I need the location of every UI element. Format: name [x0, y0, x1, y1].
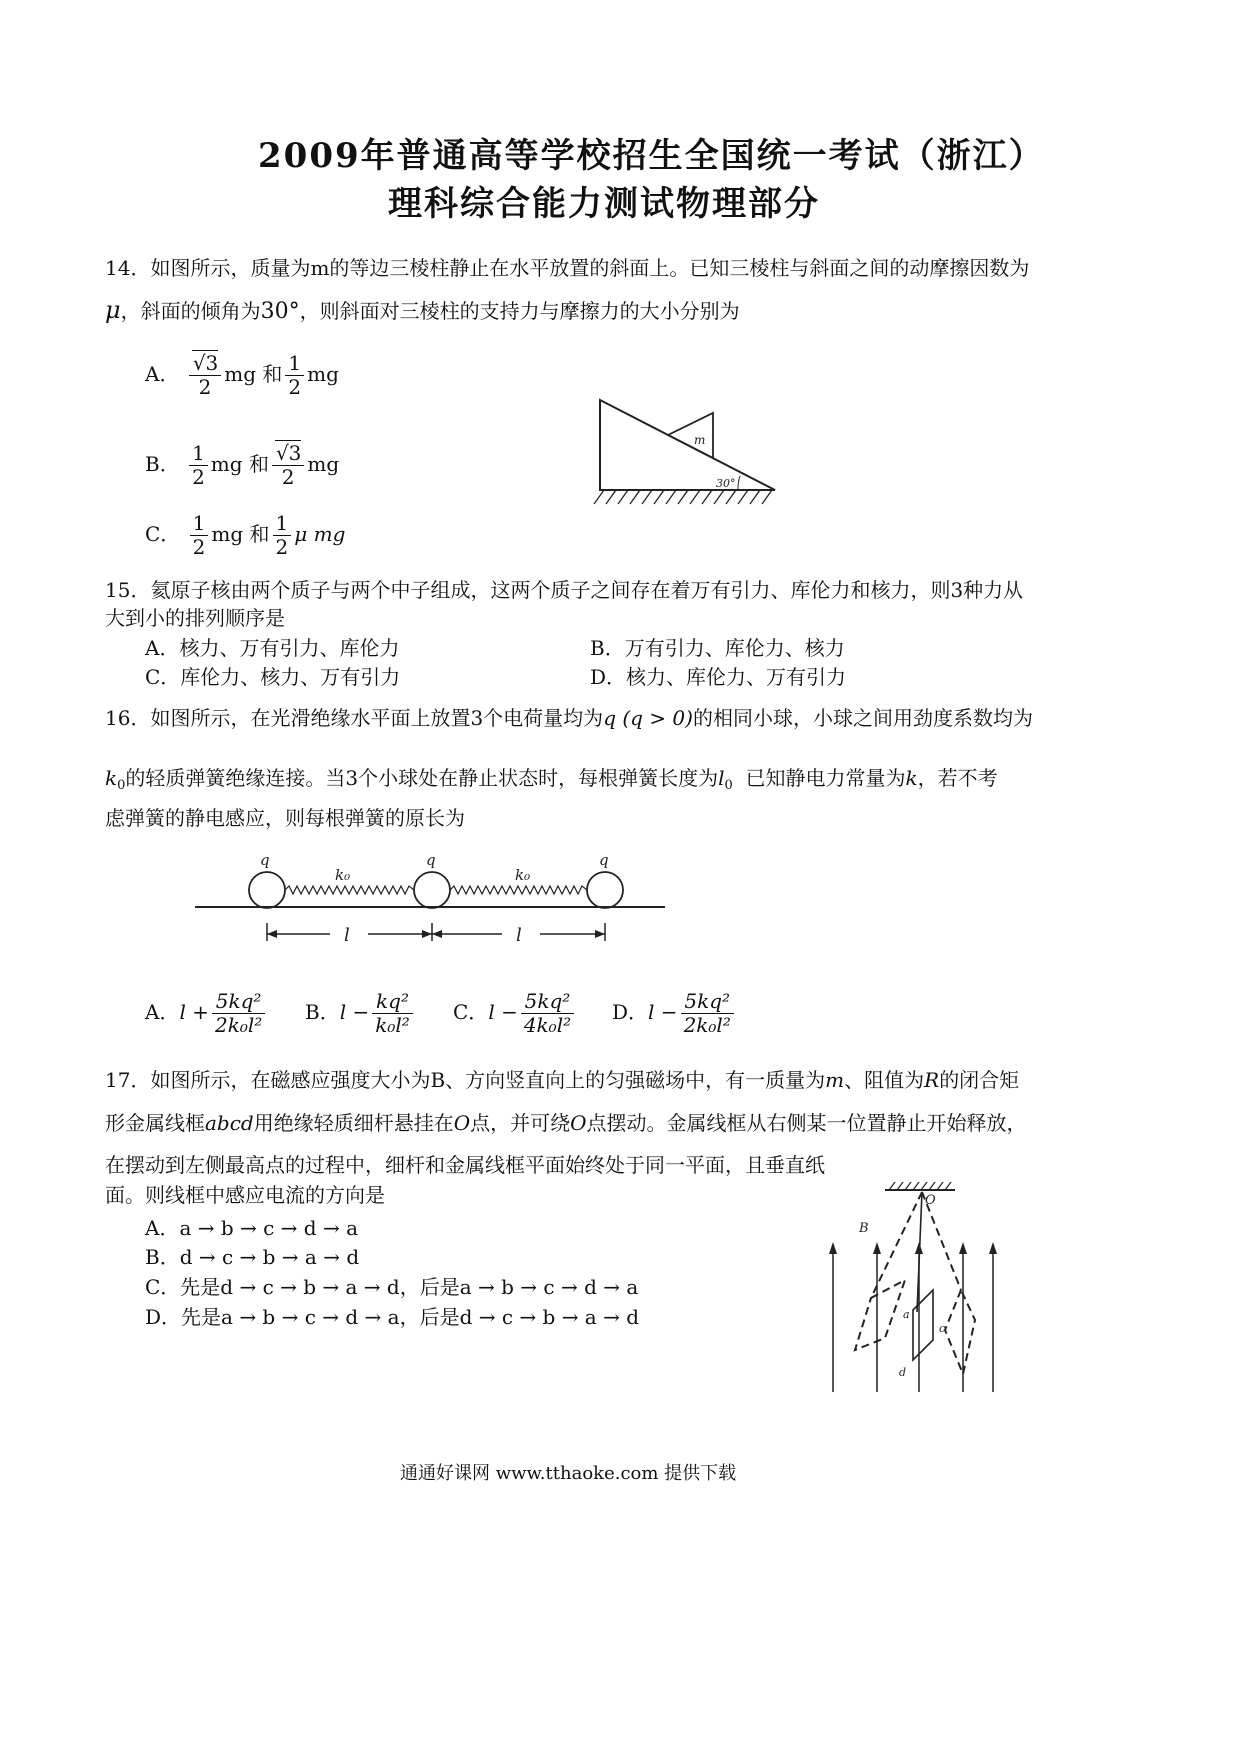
fraction: $\frac{\text{kq²}}{\text{k₀l²}}$	[372, 990, 413, 1037]
angle-label: 30°	[716, 477, 736, 490]
q14-line2: μ，斜面的倾角为30°，则斜面对三棱柱的支持力与摩擦力的大小分别为	[105, 296, 740, 324]
spring-constant-right: k₀	[515, 866, 531, 884]
q17-option-c[interactable]: C．先是d → c → b → a → d，后是a → b → c → d → a	[145, 1275, 639, 1299]
fraction: $\frac{1}{2}$	[273, 512, 292, 559]
q15-line1: 15．氦原子核由两个质子与两个中子组成，这两个质子之间存在着万有引力、库伦力和核力，则3种力从	[105, 578, 1024, 602]
length-label-right: l	[516, 925, 522, 946]
fraction: $\frac{\text{5kq²}}{\text{2k₀l²}}$	[212, 990, 265, 1037]
length-label-left: l	[344, 925, 350, 946]
q17-line1: 17．如图所示，在磁感应强度大小为B、方向竖直向上的匀强磁场中，有一质量为m、阻值为R的闭合矩	[105, 1068, 1020, 1092]
mass-label: m	[694, 433, 706, 447]
page-subtitle: 理科综合能力测试物理部分	[388, 184, 820, 224]
prism	[668, 413, 713, 458]
charge-label-middle: q	[426, 851, 436, 869]
q17-line3: 在摆动到左侧最高点的过程中，细杆和金属线框平面始终处于同一平面，且垂直纸	[105, 1153, 825, 1177]
frame-right	[945, 1290, 975, 1374]
q17-line4: 面。则线框中感应电流的方向是	[105, 1183, 385, 1207]
q16-option-d[interactable]: D．l − $\frac{\text{5kq²}}{\text{2k₀l²}}$	[612, 990, 737, 1037]
q15-option-a[interactable]: A．核力、万有引力、库伦力	[145, 636, 400, 660]
ball-left	[249, 872, 285, 908]
q16-line3: 虑弹簧的静电感应，则每根弹簧的原长为	[105, 806, 465, 830]
field-arrowheads	[829, 1242, 997, 1254]
q14-option-a[interactable]: A． $\frac{√3}{2}$ mg 和 $\frac{1}{2}$ mg	[145, 351, 339, 399]
magnetic-field-figure	[815, 1180, 1015, 1395]
q16-option-a[interactable]: A．l + $\frac{\text{5kq²}}{\text{2k₀l²}}$	[145, 990, 268, 1037]
q17-option-d[interactable]: D．先是a → b → c → d → a，后是d → c → b → a → d	[145, 1305, 640, 1329]
spring-left	[285, 886, 414, 894]
fraction: $\frac{\text{5kq²}}{\text{2k₀l²}}$	[681, 990, 734, 1037]
spring-right	[450, 886, 587, 894]
arrowhead	[422, 930, 432, 938]
charge-condition: q (q > 0)	[603, 706, 693, 730]
corner-a-label: a	[903, 1308, 910, 1321]
corner-d-label: d	[899, 1366, 907, 1379]
q16-line1: 16．如图所示，在光滑绝缘水平面上放置3个电荷量均为q (q > 0)的相同小球，小球之间用劲度系数均为	[105, 706, 1033, 730]
q14-line1: 14．如图所示，质量为m的等边三棱柱静止在水平放置的斜面上。已知三棱柱与斜面之间的动摩擦因数为	[105, 256, 1030, 280]
rod-right	[922, 1192, 961, 1290]
ball-right	[587, 872, 623, 908]
field-label: B	[859, 1221, 869, 1236]
frame-left	[855, 1280, 905, 1350]
q16-option-c[interactable]: C．l − $\frac{\text{5kq²}}{\text{4k₀l²}}$	[453, 990, 577, 1037]
q15-option-b[interactable]: B．万有引力、库伦力、核力	[590, 636, 845, 660]
fraction: $\frac{√3}{2}$	[189, 352, 221, 399]
q15-option-d[interactable]: D．核力、库伦力、万有引力	[590, 665, 847, 689]
pivot-label: O	[925, 1193, 936, 1208]
wire-frame	[913, 1290, 933, 1360]
ceiling-hatching	[889, 1182, 951, 1190]
incline-figure	[570, 390, 790, 520]
fraction: $\frac{1}{2}$	[285, 352, 304, 399]
q14-option-c[interactable]: C． $\frac{1}{2}$ mg 和 $\frac{1}{2}$ μ mg	[145, 511, 346, 559]
ball-middle	[414, 872, 450, 908]
q17-option-b[interactable]: B．d → c → b → a → d	[145, 1245, 360, 1269]
angle-arc	[738, 476, 740, 490]
q15-line2: 大到小的排列顺序是	[105, 606, 285, 630]
fraction: $\frac{\text{5kq²}}{\text{4k₀l²}}$	[521, 990, 574, 1037]
arrowhead	[595, 930, 605, 938]
charge-label-right: q	[599, 851, 609, 869]
ground-hatching	[594, 490, 772, 504]
q17-line2: 形金属线框abcd用绝缘轻质细杆悬挂在O点，并可绕O点摆动。金属线框从右侧某一位置静止开始释放，	[105, 1111, 1027, 1135]
mu-symbol: μ	[105, 296, 121, 324]
q14-option-b[interactable]: B． $\frac{1}{2}$ mg 和 $\frac{√3}{2}$ mg	[145, 441, 340, 489]
q16-line2: $k_0$的轻质弹簧绝缘连接。当3个小球处在静止状态时，每根弹簧长度为$l_0$ 已知静电力常量为k，若不考	[105, 766, 998, 793]
page-title: 2009年普通高等学校招生全国统一考试（浙江）	[258, 136, 1045, 176]
q16-option-b[interactable]: B．l − $\frac{\text{kq²}}{\text{k₀l²}}$	[305, 990, 416, 1037]
angle-value: 30°	[260, 299, 300, 324]
spring-figure	[190, 845, 670, 950]
fraction: $\frac{1}{2}$	[189, 442, 208, 489]
corner-c-label: c	[939, 1322, 946, 1335]
fraction: $\frac{√3}{2}$	[272, 442, 304, 489]
q15-option-c[interactable]: C．库伦力、核力、万有引力	[145, 665, 401, 689]
spring-constant-left: k₀	[335, 866, 351, 884]
charge-label-left: q	[260, 851, 270, 869]
arrowhead	[267, 930, 277, 938]
rod-left	[871, 1192, 922, 1298]
fraction: $\frac{1}{2}$	[190, 512, 209, 559]
q17-option-a[interactable]: A．a → b → c → d → a	[145, 1216, 358, 1240]
footer-text: 通通好课网 www.tthaoke.com 提供下载	[400, 1463, 737, 1484]
arrowhead	[432, 930, 442, 938]
